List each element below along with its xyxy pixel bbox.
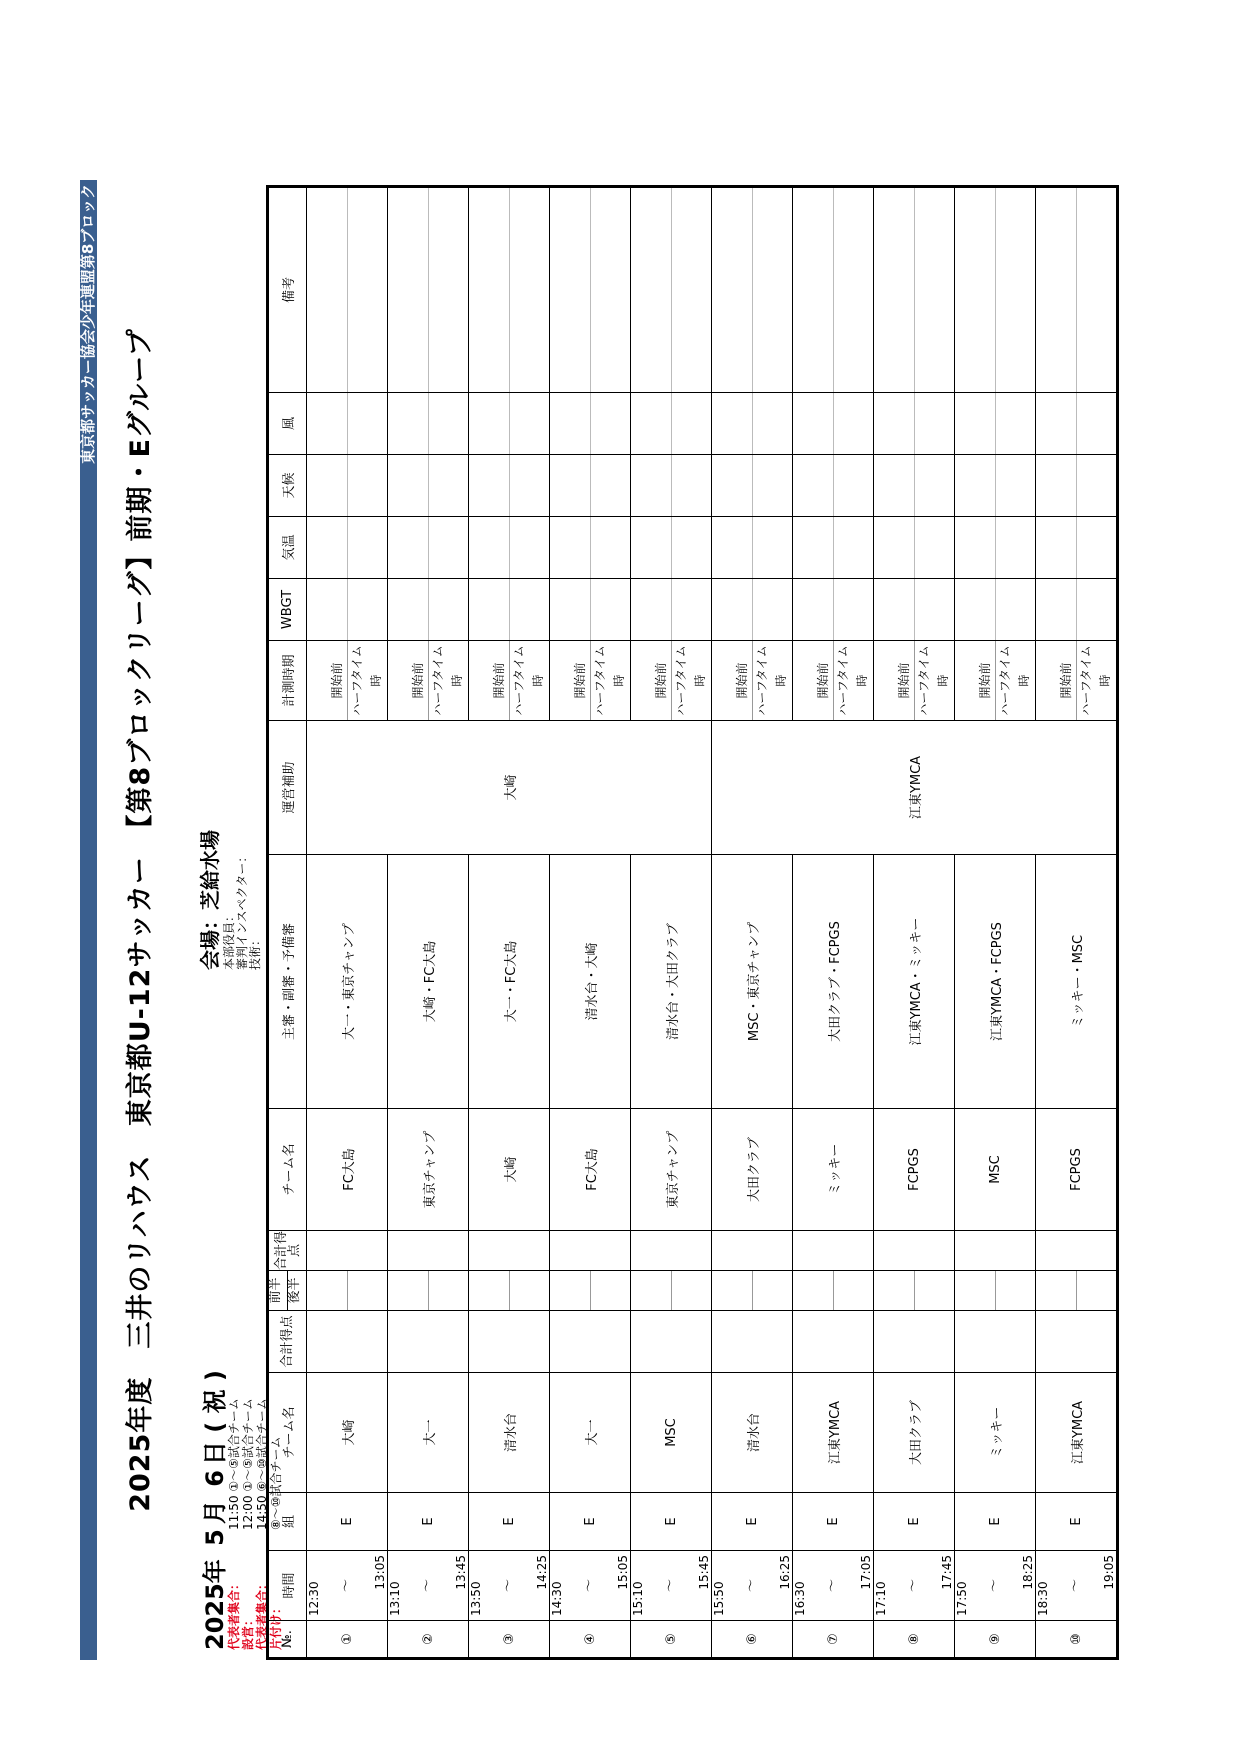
measure-halftime: ハーフタイム時 [511, 645, 545, 716]
date-month: 5 [201, 1529, 229, 1546]
team-a: 大崎 [307, 1373, 388, 1493]
venue-staff-list [223, 830, 262, 970]
temp-cell[interactable] [874, 517, 955, 579]
date-day: 6 [201, 1470, 229, 1487]
temp-cell[interactable] [955, 517, 1036, 579]
total-score-b[interactable] [712, 1231, 793, 1271]
referees: 江東YMCA・FCPGS [955, 855, 1036, 1109]
measure-timing [469, 641, 550, 721]
half-score-a[interactable] [793, 1271, 874, 1311]
header-first-half: 前半 [269, 1271, 288, 1310]
total-score-a[interactable] [550, 1311, 631, 1373]
measure-before: 開始前 [409, 641, 429, 720]
weather-cell[interactable] [874, 455, 955, 517]
header-wind: 風 [268, 393, 307, 455]
header-no: №. [268, 1621, 307, 1659]
header-note: 備考 [268, 187, 307, 393]
half-score-a[interactable] [874, 1271, 955, 1311]
wbgt-cell[interactable] [793, 579, 874, 641]
measure-halftime: ハーフタイム時 [916, 645, 950, 716]
total-score-b[interactable] [550, 1231, 631, 1271]
date-holiday: ( 祝 ) [201, 1370, 229, 1433]
match-group: E [631, 1493, 712, 1551]
wind-cell[interactable] [550, 393, 631, 455]
match-time-sep: 〜 [501, 1579, 516, 1593]
header-total-a: 合計得点 [268, 1311, 307, 1373]
team-b: ミッキー [793, 1109, 874, 1231]
wbgt-cell[interactable] [955, 579, 1036, 641]
note-cell[interactable] [874, 187, 955, 393]
role-label: 片付け： [269, 1601, 283, 1650]
referees: 清水台・大崎 [550, 855, 631, 1109]
measure-halftime: ハーフタイム時 [592, 645, 626, 716]
match-row [712, 187, 793, 1659]
match-end: 17:45 [940, 1555, 954, 1590]
match-end: 18:25 [1021, 1555, 1035, 1590]
weather-cell[interactable] [550, 455, 631, 517]
referees: 大崎・FC大島 [388, 855, 469, 1109]
measure-halftime: ハーフタイム時 [430, 645, 464, 716]
header-wbgt: WBGT [268, 579, 307, 641]
total-score-a[interactable] [955, 1311, 1036, 1373]
measure-halftime: ハーフタイム時 [997, 645, 1031, 716]
role-value: 12:00 ①〜⑤試合チーム [241, 1398, 255, 1530]
wbgt-cell[interactable] [712, 579, 793, 641]
match-group: E [388, 1493, 469, 1551]
match-end: 15:05 [616, 1555, 630, 1590]
temp-cell[interactable] [712, 517, 793, 579]
measure-timing [388, 641, 469, 721]
match-no: ⑤ [631, 1621, 712, 1659]
match-start: 13:50 [469, 1581, 483, 1616]
measure-timing [1036, 641, 1118, 721]
wbgt-cell[interactable] [469, 579, 550, 641]
match-time [793, 1551, 874, 1621]
weather-cell[interactable] [1036, 455, 1118, 517]
match-row [307, 187, 388, 1659]
wbgt-cell[interactable] [874, 579, 955, 641]
total-score-a[interactable] [631, 1311, 712, 1373]
half-score-a[interactable] [388, 1271, 469, 1311]
team-b: FC大島 [307, 1109, 388, 1231]
temp-cell[interactable] [1036, 517, 1118, 579]
match-no: ⑧ [874, 1621, 955, 1659]
measure-halftime: ハーフタイム時 [754, 645, 788, 716]
team-a: 大一 [388, 1373, 469, 1493]
match-time [631, 1551, 712, 1621]
ops-support: 江東YMCA [712, 721, 1118, 855]
role-line [241, 1398, 255, 1650]
team-a: 江東YMCA [793, 1373, 874, 1493]
wind-cell[interactable] [307, 393, 388, 455]
measure-halftime: ハーフタイム時 [673, 645, 707, 716]
match-no: ① [307, 1621, 388, 1659]
measure-halftime: ハーフタイム時 [835, 645, 869, 716]
match-group: E [307, 1493, 388, 1551]
match-no: ⑨ [955, 1621, 1036, 1659]
wind-cell[interactable] [469, 393, 550, 455]
total-score-a[interactable] [388, 1311, 469, 1373]
match-time [712, 1551, 793, 1621]
team-b: 大田クラブ [712, 1109, 793, 1231]
wbgt-cell[interactable] [307, 579, 388, 641]
match-start: 17:10 [874, 1581, 888, 1616]
match-row [469, 187, 550, 1659]
measure-before: 開始前 [571, 641, 591, 720]
match-end: 14:25 [535, 1555, 549, 1590]
note-cell[interactable] [631, 187, 712, 393]
match-time [1036, 1551, 1118, 1621]
match-time [874, 1551, 955, 1621]
federation-band [80, 180, 97, 1660]
team-a: 大一 [550, 1373, 631, 1493]
measure-before: 開始前 [733, 641, 753, 720]
match-time-sep: 〜 [420, 1579, 435, 1593]
page-title: 2025年度 三井のリハウス 東京都U-12サッカー 【第8ブロックリーグ】前期・Eグループ [125, 328, 156, 1512]
match-row [955, 187, 1036, 1659]
match-group: E [469, 1493, 550, 1551]
match-time [388, 1551, 469, 1621]
match-time-sep: 〜 [1068, 1579, 1083, 1593]
match-time-sep: 〜 [825, 1579, 840, 1593]
weather-cell[interactable] [469, 455, 550, 517]
half-score-a[interactable] [631, 1271, 712, 1311]
match-end: 15:45 [697, 1555, 711, 1590]
header-temp: 気温 [268, 517, 307, 579]
team-b: FC大島 [550, 1109, 631, 1231]
role-value: 11:50 ①〜⑤試合チーム [227, 1398, 241, 1530]
half-score-a[interactable] [1036, 1271, 1118, 1311]
half-score-a[interactable] [469, 1271, 550, 1311]
weather-cell[interactable] [307, 455, 388, 517]
match-time [469, 1551, 550, 1621]
header-half [268, 1271, 307, 1311]
wbgt-cell[interactable] [550, 579, 631, 641]
total-score-a[interactable] [712, 1311, 793, 1373]
team-b: FCPGS [874, 1109, 955, 1231]
match-row [1036, 187, 1118, 1659]
match-no: ⑩ [1036, 1621, 1118, 1659]
match-group: E [712, 1493, 793, 1551]
venue-staff-line: 本部役員： [222, 909, 236, 970]
note-cell[interactable] [469, 187, 550, 393]
half-score-a[interactable] [712, 1271, 793, 1311]
venue-box [194, 830, 262, 970]
match-no: ② [388, 1621, 469, 1659]
total-score-b[interactable] [1036, 1231, 1118, 1271]
match-start: 14:30 [550, 1581, 564, 1616]
header-total-b: 合計得点 [268, 1231, 307, 1271]
header-weather: 天候 [268, 455, 307, 517]
match-end: 13:45 [454, 1555, 468, 1590]
schedule-sheet [80, 180, 1220, 1660]
match-row [874, 187, 955, 1659]
total-score-b[interactable] [631, 1231, 712, 1271]
total-score-a[interactable] [307, 1311, 388, 1373]
measure-before: 開始前 [652, 641, 672, 720]
match-start: 13:10 [388, 1581, 402, 1616]
match-time-sep: 〜 [663, 1579, 678, 1593]
measure-timing [307, 641, 388, 721]
match-time-sep: 〜 [339, 1579, 354, 1593]
match-date [195, 1370, 230, 1650]
match-end: 19:05 [1102, 1555, 1116, 1590]
match-row [550, 187, 631, 1659]
note-cell[interactable] [388, 187, 469, 393]
total-score-a[interactable] [793, 1311, 874, 1373]
wind-cell[interactable] [955, 393, 1036, 455]
team-b: 東京チャンプ [631, 1109, 712, 1231]
header-team-b: チーム名 [268, 1109, 307, 1231]
match-row [388, 187, 469, 1659]
role-value: 14:50 ⑥〜⑩試合チーム [255, 1398, 269, 1530]
weather-cell[interactable] [631, 455, 712, 517]
measure-before: 開始前 [895, 641, 915, 720]
temp-cell[interactable] [550, 517, 631, 579]
measure-before: 開始前 [976, 641, 996, 720]
total-score-b[interactable] [874, 1231, 955, 1271]
match-time-sep: 〜 [906, 1579, 921, 1593]
note-cell[interactable] [712, 187, 793, 393]
match-start: 12:30 [307, 1581, 321, 1616]
note-cell[interactable] [1036, 187, 1118, 393]
referees: MSC・東京チャンプ [712, 855, 793, 1109]
measure-before: 開始前 [1057, 641, 1077, 720]
role-value: ⑧〜⑩試合チーム [269, 1436, 283, 1530]
role-label: 代表者集合： [227, 1577, 241, 1650]
measure-timing [712, 641, 793, 721]
temp-cell[interactable] [388, 517, 469, 579]
match-row [631, 187, 712, 1659]
match-start: 15:10 [631, 1581, 645, 1616]
half-score-a[interactable] [307, 1271, 388, 1311]
venue-staff-line: 技術： [248, 933, 262, 970]
note-cell[interactable] [955, 187, 1036, 393]
match-no: ④ [550, 1621, 631, 1659]
match-row [793, 187, 874, 1659]
measure-before: 開始前 [328, 641, 348, 720]
wind-cell[interactable] [874, 393, 955, 455]
team-a: ミッキー [955, 1373, 1036, 1493]
match-group: E [1036, 1493, 1118, 1551]
team-a: MSC [631, 1373, 712, 1493]
team-a: 清水台 [469, 1373, 550, 1493]
temp-cell[interactable] [793, 517, 874, 579]
note-cell[interactable] [307, 187, 388, 393]
match-time-sep: 〜 [744, 1579, 759, 1593]
temp-cell[interactable] [631, 517, 712, 579]
match-group: E [550, 1493, 631, 1551]
team-b: 大崎 [469, 1109, 550, 1231]
measure-halftime: ハーフタイム時 [1078, 645, 1112, 716]
wind-cell[interactable] [388, 393, 469, 455]
venue-staff-line: 審判インスペクター： [235, 850, 249, 970]
measure-timing [793, 641, 874, 721]
match-no: ⑦ [793, 1621, 874, 1659]
match-no: ⑥ [712, 1621, 793, 1659]
match-start: 18:30 [1036, 1581, 1050, 1616]
header-time: 時間 [268, 1551, 307, 1621]
wind-cell[interactable] [1036, 393, 1118, 455]
header-referees: 主審・副審・予備審 [268, 855, 307, 1109]
match-start: 17:50 [955, 1581, 969, 1616]
wind-cell[interactable] [712, 393, 793, 455]
team-a: 清水台 [712, 1373, 793, 1493]
match-group: E [874, 1493, 955, 1551]
match-end: 13:05 [373, 1555, 387, 1590]
match-time [550, 1551, 631, 1621]
total-score-b[interactable] [955, 1231, 1036, 1271]
wind-cell[interactable] [631, 393, 712, 455]
referees: 大一・FC大島 [469, 855, 550, 1109]
weather-cell[interactable] [955, 455, 1036, 517]
measure-timing [874, 641, 955, 721]
measure-halftime: ハーフタイム時 [349, 645, 383, 716]
match-time [307, 1551, 388, 1621]
measure-timing [631, 641, 712, 721]
referees: 大一・東京チャンプ [307, 855, 388, 1109]
referees: 清水台・大田クラブ [631, 855, 712, 1109]
header-measure: 計測時期 [268, 641, 307, 721]
role-label: 設営： [241, 1613, 255, 1650]
header-team-a: チーム名 [268, 1373, 307, 1493]
total-score-a[interactable] [1036, 1311, 1118, 1373]
wbgt-cell[interactable] [1036, 579, 1118, 641]
match-start: 16:30 [793, 1581, 807, 1616]
match-end: 17:05 [859, 1555, 873, 1590]
weather-cell[interactable] [388, 455, 469, 517]
team-a: 江東YMCA [1036, 1373, 1118, 1493]
match-time [955, 1551, 1036, 1621]
total-score-a[interactable] [469, 1311, 550, 1373]
date-month-label: 月 [201, 1500, 229, 1525]
federation-name: 東京都サッカー協会少年連盟第8ブロック [79, 184, 97, 464]
measure-timing [550, 641, 631, 721]
header-ops: 運営補助 [268, 721, 307, 855]
wbgt-cell[interactable] [631, 579, 712, 641]
role-label: 代表者集合： [255, 1577, 269, 1650]
team-b: 東京チャンプ [388, 1109, 469, 1231]
team-a: 大田クラブ [874, 1373, 955, 1493]
date-day-label: 日 [201, 1441, 229, 1466]
total-score-b[interactable] [388, 1231, 469, 1271]
total-score-b[interactable] [793, 1231, 874, 1271]
total-score-b[interactable] [307, 1231, 388, 1271]
measure-before: 開始前 [490, 641, 510, 720]
header-row [268, 187, 307, 1659]
total-score-a[interactable] [874, 1311, 955, 1373]
match-end: 16:25 [778, 1555, 792, 1590]
match-group: E [793, 1493, 874, 1551]
referees: ミッキー・MSC [1036, 855, 1118, 1109]
match-time-sep: 〜 [987, 1579, 1002, 1593]
schedule-table [266, 185, 1119, 1660]
wbgt-cell[interactable] [388, 579, 469, 641]
match-group: E [955, 1493, 1036, 1551]
role-line [227, 1398, 241, 1650]
note-cell[interactable] [550, 187, 631, 393]
half-score-a[interactable] [550, 1271, 631, 1311]
measure-before: 開始前 [814, 641, 834, 720]
measure-timing [955, 641, 1036, 721]
date-box [195, 1370, 283, 1650]
venue-title: 会場：芝給水場 [198, 830, 222, 970]
ops-support: 大崎 [307, 721, 712, 855]
note-cell[interactable] [793, 187, 874, 393]
temp-cell[interactable] [307, 517, 388, 579]
total-score-b[interactable] [469, 1231, 550, 1271]
match-no: ③ [469, 1621, 550, 1659]
header-group: 組 [268, 1493, 307, 1551]
header-second-half: 後半 [287, 1277, 302, 1304]
temp-cell[interactable] [469, 517, 550, 579]
referees: 江東YMCA・ミッキー [874, 855, 955, 1109]
weather-cell[interactable] [793, 455, 874, 517]
wind-cell[interactable] [793, 393, 874, 455]
half-score-a[interactable] [955, 1271, 1036, 1311]
date-year: 2025年 [201, 1559, 229, 1650]
team-b: FCPGS [1036, 1109, 1118, 1231]
team-b: MSC [955, 1109, 1036, 1231]
match-time-sep: 〜 [582, 1579, 597, 1593]
referees: 大田クラブ・FCPGS [793, 855, 874, 1109]
match-start: 15:50 [712, 1581, 726, 1616]
weather-cell[interactable] [712, 455, 793, 517]
